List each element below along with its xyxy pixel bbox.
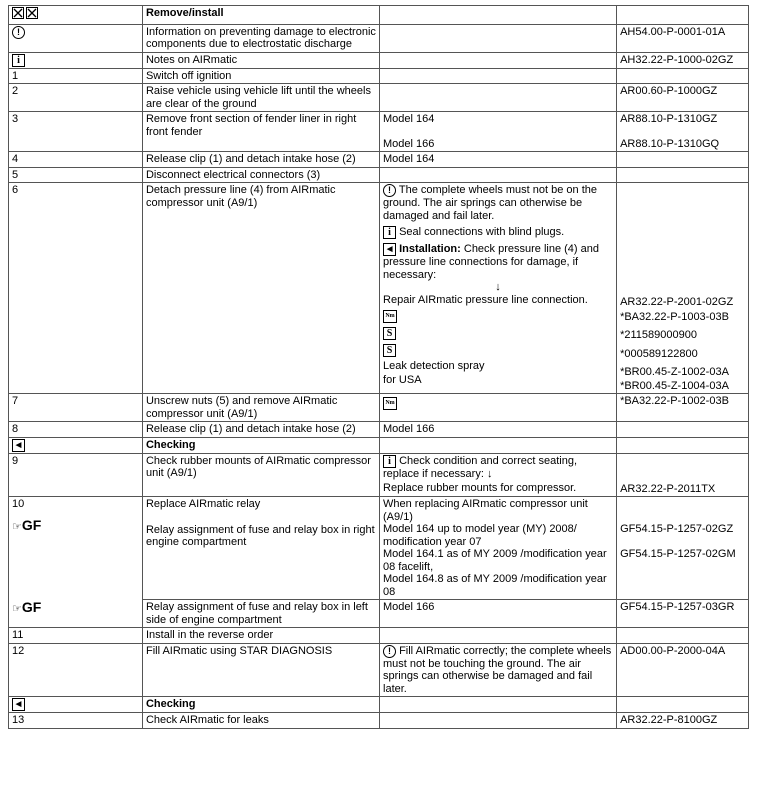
step-text: Check rubber mounts of AIRmatic compressor unit (A9/1) [142, 453, 379, 497]
notes-ref-link[interactable]: AH32.22-P-1000-02GZ [617, 52, 749, 68]
info-icon: i [383, 226, 396, 239]
section-title: Checking [142, 697, 379, 713]
down-arrow-icon: ↓ [495, 281, 501, 293]
table-row [9, 152, 749, 168]
table-row [9, 183, 749, 394]
gf-label: GF [21, 598, 42, 615]
step-number: 9 [9, 453, 143, 497]
table-row [9, 643, 749, 697]
model-label: Model 164 up to model year (MY) 2008/ modification year 07 [383, 523, 577, 548]
ref-link[interactable]: *BA32.22-P-1003-03B [620, 310, 729, 323]
ref-link[interactable]: *BR00.45-Z-1002-03A [620, 366, 729, 378]
esd-info-text: Information on preventing damage to electronic components due to electrostatic discharge [142, 24, 379, 52]
install-icon: ◄ [13, 699, 24, 710]
model-label: Model 166 [383, 137, 435, 150]
torque-icon: Nm [383, 310, 397, 323]
step-text: Switch off ignition [142, 68, 379, 84]
ref-link[interactable]: *BR00.45-Z-1004-03A [620, 379, 729, 392]
step-number: 1 [9, 68, 143, 84]
step-text: Detach pressure line (4) from AIRmatic compressor unit (A9/1) [142, 183, 379, 394]
table-row [9, 497, 749, 600]
note-text: Check condition and correct seating, replace if necessary: [383, 454, 578, 480]
table-row [9, 84, 749, 112]
table-row [9, 422, 749, 438]
gf-text: Relay assignment of fuse and relay box in right engine compartment [145, 523, 375, 548]
step-number: 2 [9, 84, 143, 112]
note-text: Seal connections with blind plugs. [399, 226, 565, 238]
step-text: Disconnect electrical connectors (3) [142, 167, 379, 183]
table-row [9, 167, 749, 183]
info-icon: i [383, 455, 396, 468]
tool-icon: S [383, 344, 396, 357]
pointing-hand-icon: ☞ [12, 520, 22, 533]
table-row [9, 52, 749, 68]
step-number: 7 [9, 394, 143, 422]
note-text: When replacing AIRmatic compressor unit (A9/1) [383, 498, 588, 523]
table-row [9, 453, 749, 497]
model-label: Model 166 [380, 422, 617, 438]
model-label: Model 164 [383, 113, 435, 125]
usa-text: for USA [383, 373, 422, 386]
table-row [9, 394, 749, 422]
install-icon: ◄ [13, 439, 24, 451]
model-label: Model 164.8 as of MY 2009 /modification year 08 [383, 573, 607, 598]
step-number: 6 [9, 183, 143, 394]
gf-text: Relay assignment of fuse and relay box in left side of engine compartment [142, 600, 379, 628]
step-text: Remove front section of fender liner in right front fender [142, 112, 379, 152]
down-arrow-icon: ↓ [486, 467, 493, 480]
step-number: 10 [12, 498, 25, 510]
install-icon: ◄ [384, 244, 395, 255]
step-number: 4 [9, 152, 143, 168]
ref-link[interactable]: *211589000900 [620, 329, 697, 341]
step-ref-link[interactable]: AR00.60-P-1000GZ [617, 84, 749, 112]
procedure-table [8, 5, 749, 729]
table-row [9, 600, 749, 628]
step-number: 11 [9, 628, 143, 644]
ref-link[interactable]: AD00.00-P-2000-04A [617, 643, 749, 697]
table-row [9, 68, 749, 84]
ref-link[interactable]: GF54.15-P-1257-02GM [620, 547, 736, 560]
table-row [9, 112, 749, 152]
ref-link[interactable]: AR88.10-P-1310GZ [620, 113, 718, 125]
step-text: Unscrew nuts (5) and remove AIRmatic compressor unit (A9/1) [142, 394, 379, 422]
step-text: Install in the reverse order [142, 628, 379, 644]
ref-link[interactable]: *000589122800 [620, 347, 698, 360]
replace-text: Replace rubber mounts for compressor. [383, 482, 577, 494]
ref-link[interactable]: *BA32.22-P-1002-03B [617, 394, 749, 422]
spray-text: Leak detection spray [383, 360, 485, 372]
ref-link[interactable]: AR32.22-P-2001-02GZ [620, 296, 734, 308]
caution-icon: ! [12, 26, 25, 39]
repair-text: Repair AIRmatic pressure line connection. [383, 293, 588, 306]
warning-text: The complete wheels must not be on the ground. The air springs can otherwise be damaged and fail later. [383, 184, 597, 222]
model-label: Model 166 [380, 600, 617, 628]
gf-label: GF [21, 516, 42, 533]
step-number: 3 [9, 112, 143, 152]
header-title: Remove/install [142, 6, 379, 25]
section-header-row [9, 437, 749, 453]
step-number: 5 [9, 167, 143, 183]
step-number: 8 [9, 422, 143, 438]
step-text: Fill AIRmatic using STAR DIAGNOSIS [142, 643, 379, 697]
step-text: Check AIRmatic for leaks [142, 713, 379, 729]
remove-install-icon [12, 7, 38, 23]
section-header-row [9, 697, 749, 713]
ref-link[interactable]: GF54.15-P-1257-02GZ [620, 523, 734, 535]
table-row [9, 628, 749, 644]
ref-link[interactable]: AR32.22-P-2011TX [620, 482, 716, 495]
step-text: Release clip (1) and detach intake hose (2) [142, 422, 379, 438]
ref-link[interactable]: AR32.22-P-8100GZ [617, 713, 749, 729]
section-title: Checking [142, 437, 379, 453]
ref-link[interactable]: GF54.15-P-1257-03GR [617, 600, 749, 628]
step-text: Release clip (1) and detach intake hose (2) [142, 152, 379, 168]
table-row [9, 24, 749, 52]
step-text: Replace AIRmatic relay [145, 498, 261, 510]
step-number: 12 [9, 643, 143, 697]
warning-text: Fill AIRmatic correctly; the complete wheels must not be touching the ground. The air springs can otherwise be damaged and fail later. [383, 644, 612, 695]
model-label: Model 164.1 as of MY 2009 /modification year 08 facelift, [383, 548, 607, 573]
step-text: Raise vehicle using vehicle lift until the wheels are clear of the ground [142, 84, 379, 112]
tool-icon: S [383, 327, 396, 340]
info-icon: i [12, 54, 25, 67]
header-row [9, 6, 749, 25]
pointing-hand-icon: ☞ [12, 602, 22, 615]
install-text: Check pressure line (4) and pressure line connections for damage, if necessary: [383, 243, 599, 281]
caution-icon: ! [383, 184, 396, 197]
torque-icon: Nm [383, 397, 397, 410]
procedure-table-wrapper [8, 5, 749, 729]
notes-text: Notes on AIRmatic [142, 52, 379, 68]
install-label: Installation: [399, 243, 461, 255]
step-number: 13 [9, 713, 143, 729]
esd-ref-link[interactable]: AH54.00-P-0001-01A [617, 24, 749, 52]
caution-icon: ! [383, 645, 396, 658]
table-row [9, 713, 749, 729]
ref-link[interactable]: AR88.10-P-1310GQ [620, 137, 720, 150]
model-label: Model 164 [380, 152, 617, 168]
